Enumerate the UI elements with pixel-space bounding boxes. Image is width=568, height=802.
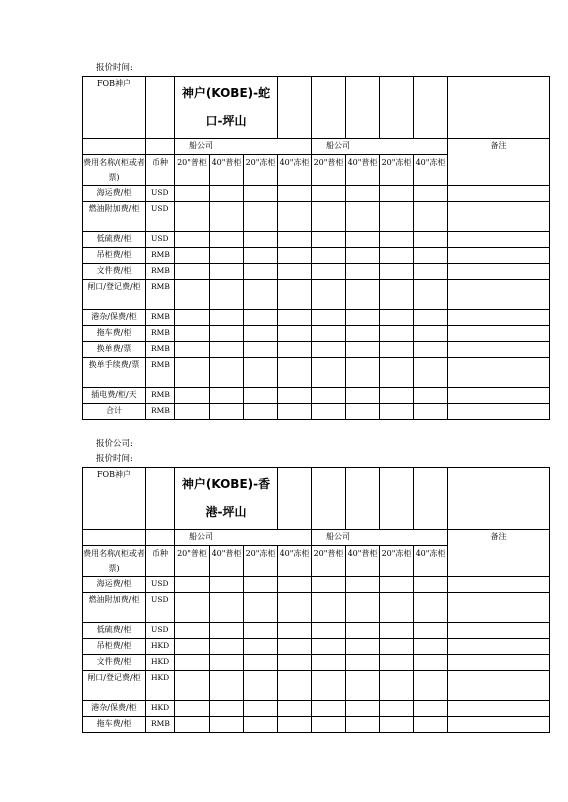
container-header: 20"普柜 xyxy=(175,546,210,577)
fee-value-cell[interactable] xyxy=(380,701,414,717)
fee-value-cell[interactable] xyxy=(448,248,550,264)
fee-value-cell[interactable] xyxy=(448,342,550,358)
fee-value-cell[interactable] xyxy=(312,639,346,655)
fee-value-cell[interactable] xyxy=(346,623,380,639)
fee-value-cell[interactable] xyxy=(448,671,550,701)
container-header: 40"冻柜 xyxy=(278,155,312,186)
fee-value-cell[interactable] xyxy=(210,701,244,717)
fee-value-cell[interactable] xyxy=(448,655,550,671)
currency-header: 币种 xyxy=(146,155,175,186)
fee-value-cell[interactable] xyxy=(312,264,346,280)
fee-value-cell[interactable] xyxy=(346,232,380,248)
fee-currency: RMB xyxy=(146,326,175,342)
container-header: 20"冻柜 xyxy=(380,155,414,186)
fee-value-cell[interactable] xyxy=(448,404,550,420)
fee-name: 闸口/登记费/柜 xyxy=(83,671,146,701)
fee-name: 海运费/柜 xyxy=(83,577,146,593)
fee-row xyxy=(83,202,550,232)
fee-value-cell[interactable] xyxy=(380,264,414,280)
fee-value-cell[interactable] xyxy=(380,639,414,655)
fee-value-cell[interactable] xyxy=(210,326,244,342)
fee-value-cell[interactable] xyxy=(210,655,244,671)
fee-value-cell[interactable] xyxy=(244,342,278,358)
route-title: 神户(KOBE)-香港-坪山 xyxy=(175,468,278,530)
fee-value-cell[interactable] xyxy=(244,701,278,717)
blank-cell xyxy=(83,530,146,546)
fee-value-cell[interactable] xyxy=(210,358,244,388)
fee-value-cell[interactable] xyxy=(346,342,380,358)
fee-value-cell[interactable] xyxy=(175,280,210,310)
fee-value-cell[interactable] xyxy=(278,655,312,671)
fee-value-cell[interactable] xyxy=(175,232,210,248)
fee-value-cell[interactable] xyxy=(210,593,244,623)
fee-value-cell[interactable] xyxy=(414,310,448,326)
fee-currency: USD xyxy=(146,593,175,623)
quote-company-label: 报价公司: xyxy=(96,439,133,449)
fee-value-cell[interactable] xyxy=(414,232,448,248)
fob-kobe-label: FOB神户 xyxy=(83,468,146,530)
fee-value-cell[interactable] xyxy=(346,577,380,593)
container-header: 40"冻柜 xyxy=(414,155,448,186)
fee-value-cell[interactable] xyxy=(448,701,550,717)
fee-value-cell[interactable] xyxy=(175,388,210,404)
fee-value-cell[interactable] xyxy=(210,388,244,404)
fee-value-cell[interactable] xyxy=(346,264,380,280)
fee-value-cell[interactable] xyxy=(175,264,210,280)
container-header: 20"冻柜 xyxy=(244,155,278,186)
fee-value-cell[interactable] xyxy=(210,639,244,655)
fee-value-cell[interactable] xyxy=(278,577,312,593)
blank-cell xyxy=(146,139,175,155)
fee-value-cell[interactable] xyxy=(380,342,414,358)
fee-value-cell[interactable] xyxy=(448,280,550,310)
fee-row xyxy=(83,232,550,248)
fee-value-cell[interactable] xyxy=(210,404,244,420)
fee-value-cell[interactable] xyxy=(380,717,414,733)
fee-name-header: 费用名称/(柜或者票) xyxy=(83,546,146,577)
fee-value-cell[interactable] xyxy=(312,404,346,420)
fee-value-cell[interactable] xyxy=(414,202,448,232)
container-header: 20"普柜 xyxy=(312,546,346,577)
fee-name: 文件费/柜 xyxy=(83,655,146,671)
blank-cell xyxy=(448,468,550,530)
fee-value-cell[interactable] xyxy=(312,655,346,671)
fee-currency: RMB xyxy=(146,358,175,388)
fee-value-cell[interactable] xyxy=(244,655,278,671)
fee-value-cell[interactable] xyxy=(175,342,210,358)
blank-cell xyxy=(146,77,175,139)
fee-value-cell[interactable] xyxy=(278,326,312,342)
fee-value-cell[interactable] xyxy=(278,639,312,655)
fee-currency: USD xyxy=(146,577,175,593)
fee-row xyxy=(83,671,550,701)
blank-cell xyxy=(414,468,448,530)
fee-value-cell[interactable] xyxy=(244,264,278,280)
fee-value-cell[interactable] xyxy=(210,577,244,593)
fee-value-cell[interactable] xyxy=(278,248,312,264)
fee-value-cell[interactable] xyxy=(346,310,380,326)
fee-value-cell[interactable] xyxy=(175,639,210,655)
currency-header: 币种 xyxy=(146,546,175,577)
fee-currency: HKD xyxy=(146,639,175,655)
fee-name: 低硫费/柜 xyxy=(83,232,146,248)
fee-value-cell[interactable] xyxy=(312,717,346,733)
fee-value-cell[interactable] xyxy=(346,701,380,717)
fee-value-cell[interactable] xyxy=(175,701,210,717)
fee-row xyxy=(83,280,550,310)
fee-value-cell[interactable] xyxy=(244,248,278,264)
fee-name: 文件费/柜 xyxy=(83,264,146,280)
container-header: 40"冻柜 xyxy=(278,546,312,577)
fee-value-cell[interactable] xyxy=(244,404,278,420)
fee-name: 闸口/登记费/柜 xyxy=(83,280,146,310)
fee-value-cell[interactable] xyxy=(448,232,550,248)
fee-value-cell[interactable] xyxy=(278,310,312,326)
fee-value-cell[interactable] xyxy=(448,577,550,593)
fee-value-cell[interactable] xyxy=(210,186,244,202)
fee-value-cell[interactable] xyxy=(346,358,380,388)
fee-value-cell[interactable] xyxy=(380,248,414,264)
container-header: 40"普柜 xyxy=(346,155,380,186)
fee-row xyxy=(83,248,550,264)
fee-value-cell[interactable] xyxy=(448,717,550,733)
fee-name: 拖车费/柜 xyxy=(83,326,146,342)
fee-value-cell[interactable] xyxy=(448,264,550,280)
fee-value-cell[interactable] xyxy=(380,388,414,404)
fee-value-cell[interactable] xyxy=(380,655,414,671)
blank-cell xyxy=(312,77,346,139)
fee-row xyxy=(83,264,550,280)
fee-value-cell[interactable] xyxy=(278,186,312,202)
fee-currency: RMB xyxy=(146,388,175,404)
fee-row xyxy=(83,593,550,623)
fee-value-cell[interactable] xyxy=(346,280,380,310)
fee-currency: RMB xyxy=(146,717,175,733)
quote-table-shekou xyxy=(82,76,550,420)
fee-value-cell[interactable] xyxy=(312,577,346,593)
fee-value-cell[interactable] xyxy=(278,280,312,310)
blank-cell xyxy=(346,468,380,530)
fee-value-cell[interactable] xyxy=(175,202,210,232)
carrier-a-header: 船公司 xyxy=(175,139,312,155)
fee-value-cell[interactable] xyxy=(278,264,312,280)
fee-value-cell[interactable] xyxy=(278,593,312,623)
fee-value-cell[interactable] xyxy=(278,717,312,733)
blank-cell xyxy=(278,77,312,139)
container-header: 40"普柜 xyxy=(210,155,244,186)
fee-value-cell[interactable] xyxy=(380,326,414,342)
fee-value-cell[interactable] xyxy=(448,202,550,232)
fee-value-cell[interactable] xyxy=(414,623,448,639)
fee-value-cell[interactable] xyxy=(380,404,414,420)
fee-name: 港杂/保费/柜 xyxy=(83,310,146,326)
quote-table-hongkong xyxy=(82,467,550,733)
fee-value-cell[interactable] xyxy=(210,717,244,733)
fee-value-cell[interactable] xyxy=(414,264,448,280)
fee-value-cell[interactable] xyxy=(414,404,448,420)
fee-value-cell[interactable] xyxy=(380,310,414,326)
fee-value-cell[interactable] xyxy=(312,202,346,232)
fee-value-cell[interactable] xyxy=(414,388,448,404)
fee-row xyxy=(83,388,550,404)
fee-value-cell[interactable] xyxy=(380,202,414,232)
blank-cell xyxy=(448,77,550,139)
fee-value-cell[interactable] xyxy=(346,404,380,420)
fee-value-cell[interactable] xyxy=(346,717,380,733)
blank-cell xyxy=(278,468,312,530)
fee-value-cell[interactable] xyxy=(346,671,380,701)
fee-value-cell[interactable] xyxy=(244,202,278,232)
fee-value-cell[interactable] xyxy=(210,671,244,701)
container-header: 20"冻柜 xyxy=(244,546,278,577)
fee-currency: HKD xyxy=(146,701,175,717)
fee-value-cell[interactable] xyxy=(244,717,278,733)
fee-value-cell[interactable] xyxy=(278,404,312,420)
fee-value-cell[interactable] xyxy=(312,310,346,326)
fee-value-cell[interactable] xyxy=(312,701,346,717)
fee-currency: USD xyxy=(146,232,175,248)
fee-value-cell[interactable] xyxy=(414,280,448,310)
fee-value-cell[interactable] xyxy=(278,388,312,404)
fee-value-cell[interactable] xyxy=(175,404,210,420)
fee-value-cell[interactable] xyxy=(175,671,210,701)
fee-value-cell[interactable] xyxy=(244,388,278,404)
fee-name: 吊柜费/柜 xyxy=(83,639,146,655)
fee-row xyxy=(83,404,550,420)
fee-value-cell[interactable] xyxy=(175,593,210,623)
fee-currency: RMB xyxy=(146,404,175,420)
fee-value-cell[interactable] xyxy=(244,186,278,202)
fee-value-cell[interactable] xyxy=(312,623,346,639)
fee-value-cell[interactable] xyxy=(278,623,312,639)
fee-row xyxy=(83,358,550,388)
blank-cell xyxy=(146,530,175,546)
container-header: 20"冻柜 xyxy=(380,546,414,577)
fee-value-cell[interactable] xyxy=(210,342,244,358)
fee-row xyxy=(83,310,550,326)
fee-value-cell[interactable] xyxy=(448,388,550,404)
fee-value-cell[interactable] xyxy=(448,326,550,342)
fee-value-cell[interactable] xyxy=(312,280,346,310)
fee-value-cell[interactable] xyxy=(244,326,278,342)
fee-value-cell[interactable] xyxy=(278,671,312,701)
fee-value-cell[interactable] xyxy=(175,310,210,326)
fee-value-cell[interactable] xyxy=(346,202,380,232)
fee-value-cell[interactable] xyxy=(414,593,448,623)
fee-value-cell[interactable] xyxy=(312,326,346,342)
fee-currency: USD xyxy=(146,202,175,232)
fee-value-cell[interactable] xyxy=(312,248,346,264)
blank-cell xyxy=(312,468,346,530)
fee-name: 合计 xyxy=(83,404,146,420)
fee-value-cell[interactable] xyxy=(244,358,278,388)
fee-value-cell[interactable] xyxy=(414,639,448,655)
fee-value-cell[interactable] xyxy=(414,671,448,701)
fee-value-cell[interactable] xyxy=(175,717,210,733)
fee-value-cell[interactable] xyxy=(210,310,244,326)
fee-value-cell[interactable] xyxy=(346,655,380,671)
fee-value-cell[interactable] xyxy=(175,577,210,593)
fee-value-cell[interactable] xyxy=(175,623,210,639)
carrier-b-header: 船公司 xyxy=(312,530,448,546)
fee-value-cell[interactable] xyxy=(210,232,244,248)
fee-value-cell[interactable] xyxy=(380,671,414,701)
fee-value-cell[interactable] xyxy=(346,326,380,342)
blank-cell xyxy=(380,468,414,530)
fee-name: 换单手续费/票 xyxy=(83,358,146,388)
fee-value-cell[interactable] xyxy=(278,358,312,388)
blank-cell xyxy=(346,77,380,139)
fee-value-cell[interactable] xyxy=(244,639,278,655)
fee-value-cell[interactable] xyxy=(244,577,278,593)
fee-currency: RMB xyxy=(146,342,175,358)
fee-value-cell[interactable] xyxy=(448,593,550,623)
container-header: 20"普柜 xyxy=(175,155,210,186)
fee-value-cell[interactable] xyxy=(175,186,210,202)
fee-value-cell[interactable] xyxy=(244,593,278,623)
fee-name: 港杂/保费/柜 xyxy=(83,701,146,717)
fee-value-cell[interactable] xyxy=(414,248,448,264)
fee-name: 拖车费/柜 xyxy=(83,717,146,733)
remarks-header: 备注 xyxy=(448,530,550,577)
fee-value-cell[interactable] xyxy=(380,186,414,202)
fee-row xyxy=(83,577,550,593)
fee-value-cell[interactable] xyxy=(448,358,550,388)
fee-currency: RMB xyxy=(146,280,175,310)
fee-value-cell[interactable] xyxy=(414,655,448,671)
fee-value-cell[interactable] xyxy=(244,623,278,639)
fee-value-cell[interactable] xyxy=(278,232,312,248)
fee-currency: RMB xyxy=(146,310,175,326)
fee-value-cell[interactable] xyxy=(346,593,380,623)
fee-value-cell[interactable] xyxy=(312,186,346,202)
fee-value-cell[interactable] xyxy=(210,202,244,232)
fee-currency: HKD xyxy=(146,655,175,671)
fee-value-cell[interactable] xyxy=(175,326,210,342)
fee-row xyxy=(83,326,550,342)
fee-name: 低硫费/柜 xyxy=(83,623,146,639)
fee-row xyxy=(83,655,550,671)
blank-cell xyxy=(146,468,175,530)
fee-value-cell[interactable] xyxy=(448,310,550,326)
fee-value-cell[interactable] xyxy=(175,358,210,388)
carrier-a-header: 船公司 xyxy=(175,530,312,546)
fee-value-cell[interactable] xyxy=(346,388,380,404)
fee-name: 换单费/票 xyxy=(83,342,146,358)
fee-value-cell[interactable] xyxy=(278,202,312,232)
fee-value-cell[interactable] xyxy=(448,623,550,639)
quote-time-label: 报价时间: xyxy=(96,454,133,464)
fee-currency: USD xyxy=(146,186,175,202)
fee-name-header: 费用名称/(柜或者票) xyxy=(83,155,146,186)
fee-currency: RMB xyxy=(146,264,175,280)
fee-value-cell[interactable] xyxy=(175,248,210,264)
fee-value-cell[interactable] xyxy=(244,671,278,701)
fee-value-cell[interactable] xyxy=(346,248,380,264)
fee-value-cell[interactable] xyxy=(448,639,550,655)
fee-value-cell[interactable] xyxy=(244,280,278,310)
fee-value-cell[interactable] xyxy=(210,280,244,310)
fob-kobe-label: FOB神户 xyxy=(83,77,146,139)
fee-value-cell[interactable] xyxy=(414,358,448,388)
fee-value-cell[interactable] xyxy=(312,593,346,623)
route-title: 神户(KOBE)-蛇口-坪山 xyxy=(175,77,278,139)
quote-time-label: 报价时间: xyxy=(96,63,133,73)
fee-value-cell[interactable] xyxy=(312,358,346,388)
fee-value-cell[interactable] xyxy=(175,655,210,671)
fee-value-cell[interactable] xyxy=(346,186,380,202)
fee-value-cell[interactable] xyxy=(210,623,244,639)
fee-row xyxy=(83,639,550,655)
fee-value-cell[interactable] xyxy=(414,717,448,733)
fee-value-cell[interactable] xyxy=(380,232,414,248)
container-header: 40"普柜 xyxy=(346,546,380,577)
fee-value-cell[interactable] xyxy=(346,639,380,655)
fee-value-cell[interactable] xyxy=(312,342,346,358)
fee-value-cell[interactable] xyxy=(414,342,448,358)
fee-value-cell[interactable] xyxy=(380,623,414,639)
fee-row xyxy=(83,717,550,733)
fee-currency: HKD xyxy=(146,671,175,701)
fee-row xyxy=(83,342,550,358)
fee-row xyxy=(83,701,550,717)
fee-value-cell[interactable] xyxy=(448,186,550,202)
fee-row xyxy=(83,623,550,639)
fee-name: 燃油附加费/柜 xyxy=(83,202,146,232)
remarks-header: 备注 xyxy=(448,139,550,186)
container-header: 40"冻柜 xyxy=(414,546,448,577)
blank-cell xyxy=(380,77,414,139)
container-header: 40"普柜 xyxy=(210,546,244,577)
fee-value-cell[interactable] xyxy=(278,342,312,358)
fee-name: 插电费/柜/天 xyxy=(83,388,146,404)
fee-value-cell[interactable] xyxy=(414,326,448,342)
carrier-b-header: 船公司 xyxy=(312,139,448,155)
fee-row xyxy=(83,186,550,202)
fee-currency: RMB xyxy=(146,248,175,264)
blank-cell xyxy=(414,77,448,139)
fee-currency: USD xyxy=(146,623,175,639)
fee-value-cell[interactable] xyxy=(380,358,414,388)
fee-name: 燃油附加费/柜 xyxy=(83,593,146,623)
fee-value-cell[interactable] xyxy=(414,186,448,202)
fee-value-cell[interactable] xyxy=(244,310,278,326)
fee-value-cell[interactable] xyxy=(278,701,312,717)
fee-value-cell[interactable] xyxy=(312,671,346,701)
fee-value-cell[interactable] xyxy=(380,280,414,310)
fee-value-cell[interactable] xyxy=(210,248,244,264)
fee-value-cell[interactable] xyxy=(312,388,346,404)
container-header: 20"普柜 xyxy=(312,155,346,186)
fee-value-cell[interactable] xyxy=(312,232,346,248)
fee-name: 海运费/柜 xyxy=(83,186,146,202)
fee-value-cell[interactable] xyxy=(210,264,244,280)
fee-name: 吊柜费/柜 xyxy=(83,248,146,264)
fee-value-cell[interactable] xyxy=(380,577,414,593)
fee-value-cell[interactable] xyxy=(414,701,448,717)
fee-value-cell[interactable] xyxy=(244,232,278,248)
fee-value-cell[interactable] xyxy=(414,577,448,593)
blank-cell xyxy=(83,139,146,155)
fee-value-cell[interactable] xyxy=(380,593,414,623)
